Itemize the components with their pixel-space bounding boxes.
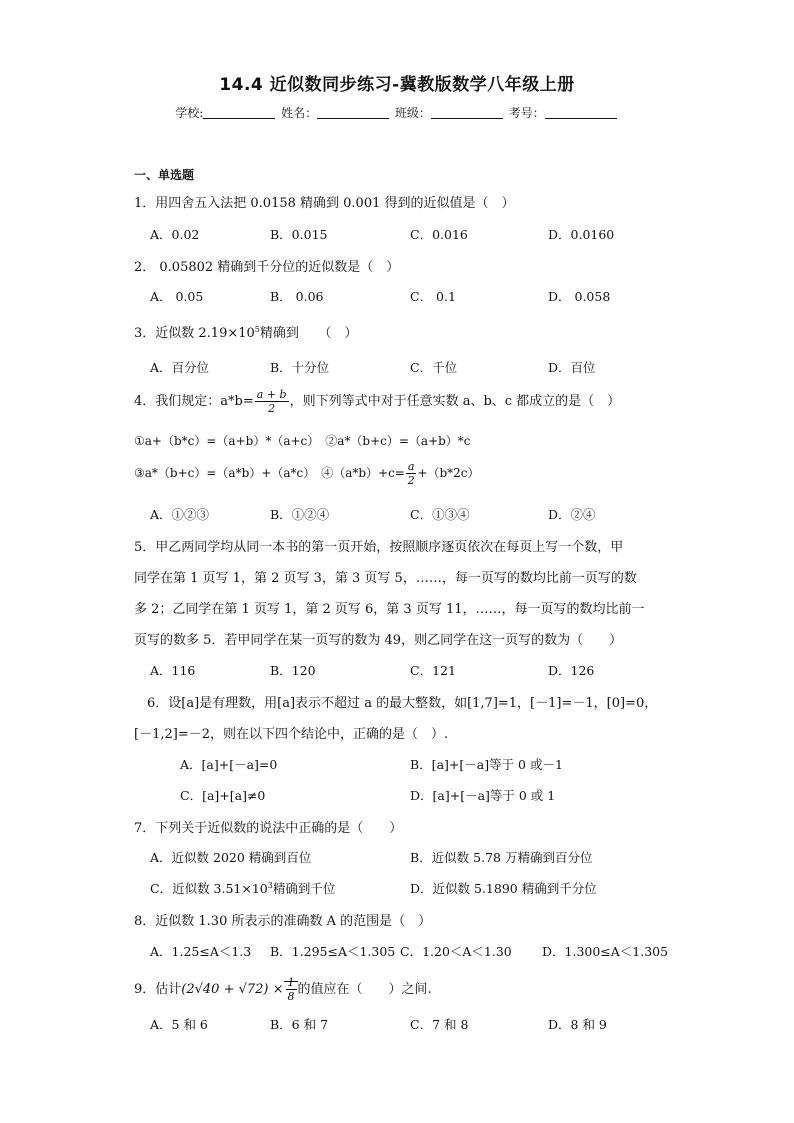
option-d[interactable]: D．0.0160	[548, 227, 615, 242]
sqrt-sign	[284, 976, 298, 1003]
name-label: 姓名：	[281, 106, 318, 120]
class-blank[interactable]	[431, 106, 503, 119]
question-9-text-b: 的值应在（ ）之间.	[297, 982, 432, 997]
question-1-options	[150, 225, 670, 243]
question-3-exponent: 5	[254, 325, 260, 334]
question-4-stem	[134, 388, 620, 415]
option-c[interactable]: C．①③④	[410, 507, 470, 522]
question-9-options	[150, 1015, 670, 1033]
fraction-denominator: 8	[287, 990, 295, 1003]
option-c[interactable]: C．7 和 8	[410, 1017, 469, 1032]
question-3-text-a: 3．近似数 2.19×10	[134, 326, 255, 341]
option-b[interactable]: B．十分位	[270, 360, 330, 375]
question-4-text-b: ，则下列等式中对于任意实数 a、b、c 都成立的是（ ）	[289, 394, 621, 409]
question-9-expression: (2√40 + √72) ×	[181, 982, 284, 997]
option-a[interactable]: A．0.02	[150, 227, 200, 242]
question-4-equation-2	[134, 460, 480, 487]
equation-2-text-b: +（b*2c）	[417, 466, 480, 480]
name-blank[interactable]	[317, 106, 389, 119]
question-3-stem	[134, 322, 357, 341]
option-d[interactable]: D．1.300≤A＜1.305	[542, 944, 669, 959]
option-c-text: C．近似数 3.51×10	[150, 881, 268, 896]
question-6-line-1: 6．设[a]是有理数，用[a]表示不超过 a 的最大整数，如[1,7]=1，[－1]=－1，[0]=0，	[134, 696, 658, 711]
option-a[interactable]: A．百分位	[150, 360, 210, 375]
question-7-option-a[interactable]: A．近似数 2020 精确到百位	[150, 850, 312, 865]
question-7-option-d[interactable]: D．近似数 5.1890 精确到千分位	[410, 881, 597, 896]
question-5-line-3: 多 2；乙同学在第 1 页写 1，第 2 页写 6，第 3 页写 11，……，每一页写的数均比前一	[134, 602, 645, 617]
fraction-numerator: 1	[287, 976, 295, 989]
question-1-stem: 1．用四舍五入法把 0.0158 精确到 0.001 得到的近似值是（ ）	[134, 196, 515, 211]
question-8-stem: 8．近似数 1.30 所表示的准确数 A 的范围是（ ）	[134, 914, 432, 929]
option-b[interactable]: B．①②④	[270, 507, 330, 522]
equation-2-fraction	[406, 460, 417, 487]
fraction-numerator: a	[407, 460, 415, 473]
option-c-exponent: 3	[267, 881, 273, 890]
school-label: 学校:	[175, 106, 204, 120]
question-5-line-2: 同学在第 1 页写 1，第 2 页写 3，第 3 页写 5，……，每一页写的数均比前一页写的数	[134, 571, 637, 586]
question-9-fraction	[286, 976, 297, 1003]
option-d[interactable]: D．8 和 9	[548, 1017, 607, 1032]
option-c[interactable]: C．121	[410, 663, 456, 678]
question-6-option-d[interactable]: D．[a]+[－a]等于 0 或 1	[410, 788, 556, 803]
option-c[interactable]: C． 0.1	[410, 289, 456, 304]
option-a[interactable]: A．5 和 6	[150, 1017, 208, 1032]
option-b[interactable]: B．120	[270, 663, 316, 678]
question-3-text-b: 精确到 （ ）	[259, 326, 358, 341]
class-label: 班级：	[394, 106, 431, 120]
question-8-options	[150, 942, 710, 960]
option-a[interactable]: A．1.25≤A＜1.3	[150, 944, 252, 959]
option-b[interactable]: B．0.015	[270, 227, 328, 242]
question-7-option-b[interactable]: B．近似数 5.78 万精确到百分位	[410, 850, 593, 865]
question-6-line-2: [－1,2]=－2，则在以下四个结论中，正确的是（ ）.	[134, 727, 449, 742]
question-6-option-b[interactable]: B．[a]+[－a]等于 0 或－1	[410, 757, 563, 772]
question-5-options	[150, 661, 670, 679]
question-7-option-c[interactable]	[150, 879, 335, 897]
fraction-denominator: 2	[407, 474, 415, 487]
option-c[interactable]: C．1.20＜A＜1.30	[400, 944, 512, 959]
section-heading: 一、单选题	[134, 168, 195, 182]
question-2-stem: 2． 0.05802 精确到千分位的近似数是（ ）	[134, 260, 400, 275]
school-blank[interactable]	[203, 106, 275, 119]
option-c[interactable]: C．0.016	[410, 227, 468, 242]
question-2-options	[150, 287, 670, 305]
equation-2-text-a: ③a*（b+c）=（a*b）+（a*c） ④（a*b）+c=	[134, 466, 405, 480]
number-label: 考号：	[508, 106, 545, 120]
option-c-tail: 精确到千位	[272, 881, 336, 896]
option-b[interactable]: B．6 和 7	[270, 1017, 329, 1032]
option-b[interactable]: B．1.295≤A＜1.305	[270, 944, 396, 959]
student-info-line	[0, 104, 794, 121]
question-4-text-a: 4．我们规定：a*b=	[134, 394, 254, 409]
option-d[interactable]: D．126	[548, 663, 595, 678]
fraction-denominator: 2	[268, 402, 276, 415]
page-title: 14.4 近似数同步练习-冀教版数学八年级上册	[219, 75, 575, 95]
option-b[interactable]: B． 0.06	[270, 289, 324, 304]
option-a[interactable]: A． 0.05	[150, 289, 204, 304]
option-d[interactable]: D．②④	[548, 507, 596, 522]
question-5-line-1: 5．甲乙两同学均从同一本书的第一页开始，按照顺序逐页依次在每页上写一个数，甲	[134, 540, 624, 555]
question-9-text-a: 9．估计	[134, 982, 182, 997]
question-6-option-c[interactable]: C．[a]+[a]≠0	[180, 788, 266, 803]
question-4-fraction	[255, 388, 289, 415]
question-9-stem	[134, 976, 432, 1003]
option-a[interactable]: A．①②③	[150, 507, 210, 522]
question-5-line-4: 页写的数多 5．若甲同学在某一页写的数为 49，则乙同学在这一页写的数为（ ）	[134, 633, 623, 648]
option-c[interactable]: C．千位	[410, 360, 458, 375]
number-blank[interactable]	[545, 106, 617, 119]
question-3-options	[150, 358, 670, 376]
question-4-equation-1: ①a+（b*c）=（a+b）*（a+c） ②a*（b+c）=（a+b）*c	[134, 434, 471, 448]
option-d[interactable]: D． 0.058	[548, 289, 611, 304]
question-4-options	[150, 505, 670, 523]
question-7-stem: 7．下列关于近似数的说法中正确的是（ ）	[134, 821, 403, 836]
option-d[interactable]: D．百位	[548, 360, 596, 375]
fraction-numerator: a + b	[256, 388, 287, 401]
question-6-option-a[interactable]: A．[a]+[－a]=0	[180, 757, 278, 772]
option-a[interactable]: A．116	[150, 663, 196, 678]
